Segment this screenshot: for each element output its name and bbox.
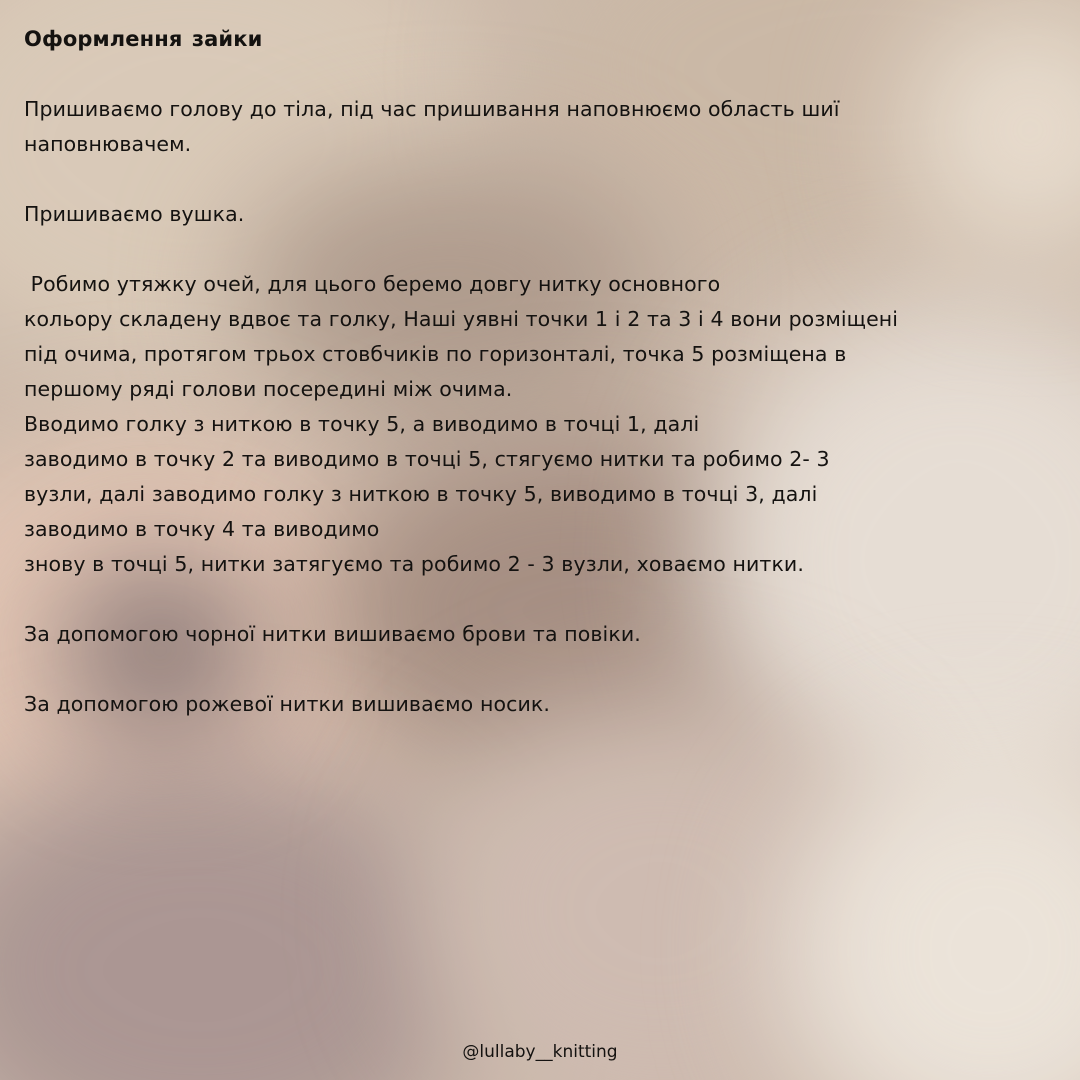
text-line: знову в точці 5, нитки затягуємо та робимо 2 - 3 вузли, ховаємо нитки. bbox=[24, 552, 804, 576]
text-line: заводимо в точку 4 та виводимо bbox=[24, 517, 380, 541]
text-line: Пришиваємо вушка. bbox=[24, 202, 245, 226]
text-line: наповнювачем. bbox=[24, 132, 192, 156]
text-line: заводимо в точку 2 та виводимо в точці 5, стягуємо нитки та робимо 2- 3 bbox=[24, 447, 830, 471]
instructions-text bbox=[24, 22, 1054, 722]
paragraph-brows bbox=[24, 617, 1054, 652]
author-handle: @lullaby__knitting bbox=[462, 1042, 618, 1062]
text-line: Робимо утяжку очей, для цього беремо довгу нитку основного bbox=[24, 272, 721, 296]
text-line: кольору складену вдвоє та голку, Наші уявні точки 1 і 2 та 3 і 4 вони розміщені bbox=[24, 307, 899, 331]
text-line: першому ряді голови посередині між очима. bbox=[24, 377, 513, 401]
paragraph-needle-steps bbox=[24, 407, 1054, 582]
paragraph-eye-sculpting bbox=[24, 267, 1054, 407]
text-line: Вводимо голку з ниткою в точку 5, а виводимо в точці 1, далі bbox=[24, 412, 700, 436]
text-line: під очима, протягом трьох стовбчиків по горизонталі, точка 5 розміщена в bbox=[24, 342, 847, 366]
text-line: Пришиваємо голову до тіла, під час пришивання наповнюємо область шиї bbox=[24, 97, 840, 121]
paragraph-nose bbox=[24, 687, 1054, 722]
text-line: За допомогою рожевої нитки вишиваємо носик. bbox=[24, 692, 550, 716]
paragraph-sew-ears bbox=[24, 197, 1054, 232]
text-line: За допомогою чорної нитки вишиваємо брови та повіки. bbox=[24, 622, 641, 646]
text-line: вузли, далі заводимо голку з ниткою в точку 5, виводимо в точці 3, далі bbox=[24, 482, 818, 506]
paragraph-sew-head bbox=[24, 92, 1054, 162]
page-title: Оформлення зайки bbox=[24, 27, 263, 51]
